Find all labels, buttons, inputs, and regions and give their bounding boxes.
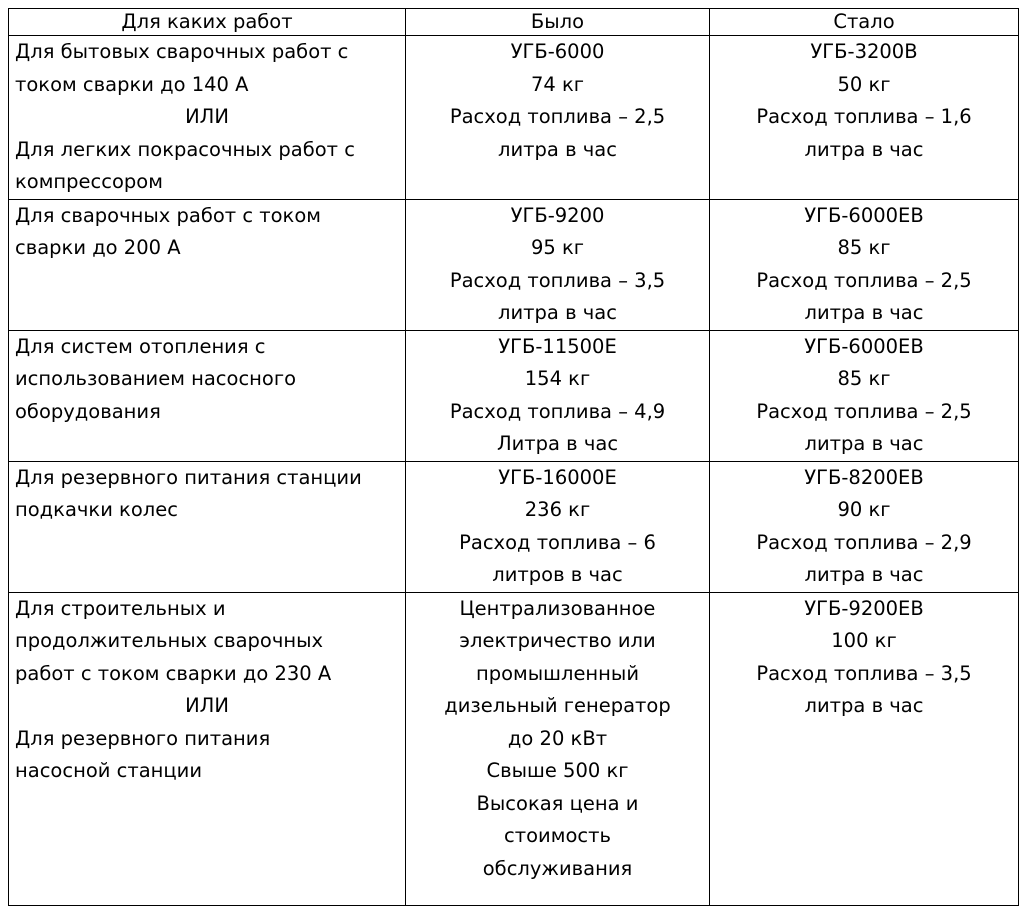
work-type-cell bbox=[9, 592, 406, 905]
cell-line: Для систем отопления с bbox=[15, 334, 266, 358]
cell-line: Централизованное bbox=[459, 596, 656, 620]
fuel-consumption: Расход топлива – 6 bbox=[459, 530, 656, 554]
or-separator: ИЛИ bbox=[185, 694, 229, 717]
cell-line: Для легких покрасочных работ с bbox=[15, 137, 355, 161]
was-cell bbox=[406, 592, 710, 905]
fuel-consumption-unit: литра в час bbox=[804, 137, 924, 161]
cell-line: Для строительных и bbox=[15, 596, 226, 620]
work-type-cell bbox=[9, 461, 406, 592]
cell-line: Для резервного питания станции bbox=[15, 465, 362, 489]
fuel-consumption: Расход топлива – 2,5 bbox=[449, 105, 666, 128]
fuel-consumption: Расход топлива – 3,5 bbox=[756, 661, 972, 685]
fuel-consumption-unit: литра в час bbox=[804, 432, 924, 455]
cell-line: электричество или bbox=[459, 629, 656, 652]
table-row bbox=[9, 199, 1019, 330]
cell-line: сварки до 200 А bbox=[15, 236, 181, 259]
was-cell bbox=[406, 199, 710, 330]
weight: 50 кг bbox=[837, 72, 891, 96]
cell-line: подкачки колес bbox=[15, 498, 178, 521]
fuel-consumption: Расход топлива – 2,5 bbox=[756, 399, 972, 423]
weight: 100 кг bbox=[831, 629, 897, 652]
fuel-consumption: Расход топлива – 2,5 bbox=[756, 268, 972, 292]
model-name: УГБ-6000 bbox=[510, 40, 605, 63]
fuel-consumption: Расход топлива – 1,6 bbox=[756, 105, 972, 128]
header-work-type: Для каких работ bbox=[9, 9, 406, 36]
cell-line: дизельный генератор bbox=[444, 694, 671, 717]
work-type-cell bbox=[9, 36, 406, 200]
cell-line: до 20 кВт bbox=[507, 726, 608, 750]
was-cell bbox=[406, 461, 710, 592]
or-separator: ИЛИ bbox=[185, 105, 229, 128]
weight: 236 кг bbox=[524, 498, 591, 521]
cell-line: Для резервного питания bbox=[15, 726, 271, 750]
header-was: Было bbox=[406, 9, 710, 36]
fuel-consumption-unit: литров в час bbox=[492, 563, 623, 586]
weight: Свыше 500 кг bbox=[486, 759, 629, 782]
fuel-consumption-unit: литра в час bbox=[804, 301, 924, 324]
model-name: УГБ-16000Е bbox=[498, 465, 617, 489]
table-row bbox=[9, 592, 1019, 905]
weight: 85 кг bbox=[837, 367, 891, 390]
now-cell bbox=[710, 461, 1019, 592]
work-type-cell bbox=[9, 199, 406, 330]
weight: 85 кг bbox=[837, 236, 891, 259]
weight: 74 кг bbox=[530, 72, 585, 96]
now-cell bbox=[710, 36, 1019, 200]
cell-line: стоимость bbox=[504, 824, 611, 847]
model-name: УГБ-11500Е bbox=[498, 334, 617, 358]
model-name: УГБ-8200ЕВ bbox=[804, 465, 924, 489]
fuel-consumption-unit: литра в час bbox=[804, 563, 924, 586]
table-row bbox=[9, 330, 1019, 461]
fuel-consumption: Расход топлива – 3,5 bbox=[449, 268, 666, 292]
now-cell bbox=[710, 330, 1019, 461]
table-row bbox=[9, 461, 1019, 592]
now-cell bbox=[710, 592, 1019, 905]
was-cell bbox=[406, 330, 710, 461]
model-name: УГБ-9200 bbox=[510, 203, 605, 227]
cell-line: оборудования bbox=[15, 399, 161, 423]
cell-line: компрессором bbox=[15, 170, 163, 193]
cell-line: использованием насосного bbox=[15, 367, 297, 390]
fuel-consumption: Расход топлива – 2,9 bbox=[756, 530, 972, 554]
work-type-cell bbox=[9, 330, 406, 461]
cell-line: Для сварочных работ с током bbox=[15, 203, 321, 227]
cell-line: продолжительных сварочных bbox=[15, 629, 324, 652]
header-row bbox=[9, 9, 1019, 36]
now-cell bbox=[710, 199, 1019, 330]
weight: 95 кг bbox=[530, 236, 585, 259]
model-name: УГБ-6000ЕВ bbox=[804, 203, 924, 227]
weight: 90 кг bbox=[837, 498, 891, 521]
cell-line: промышленный bbox=[475, 661, 640, 685]
cell-line: током сварки до 140 А bbox=[15, 72, 249, 96]
weight: 154 кг bbox=[524, 367, 591, 390]
model-name: УГБ-6000ЕВ bbox=[804, 334, 924, 358]
fuel-consumption-unit: Литра в час bbox=[496, 432, 619, 455]
cell-line: насосной станции bbox=[15, 759, 203, 782]
fuel-consumption-unit: литра в час bbox=[804, 694, 924, 717]
header-now: Стало bbox=[710, 9, 1019, 36]
model-name: УГБ-3200В bbox=[810, 40, 918, 63]
table-row bbox=[9, 36, 1019, 200]
cell-line: обслуживания bbox=[482, 856, 633, 880]
fuel-consumption-unit: литра в час bbox=[498, 137, 617, 161]
model-name: УГБ-9200ЕВ bbox=[804, 596, 924, 620]
was-cell bbox=[406, 36, 710, 200]
cell-line: Для бытовых сварочных работ с bbox=[15, 40, 349, 63]
cell-line: Высокая цена и bbox=[476, 791, 639, 815]
comparison-table bbox=[8, 8, 1019, 906]
cell-line: работ с током сварки до 230 А bbox=[15, 661, 332, 685]
fuel-consumption: Расход топлива – 4,9 bbox=[449, 399, 666, 423]
fuel-consumption-unit: литра в час bbox=[498, 301, 617, 324]
